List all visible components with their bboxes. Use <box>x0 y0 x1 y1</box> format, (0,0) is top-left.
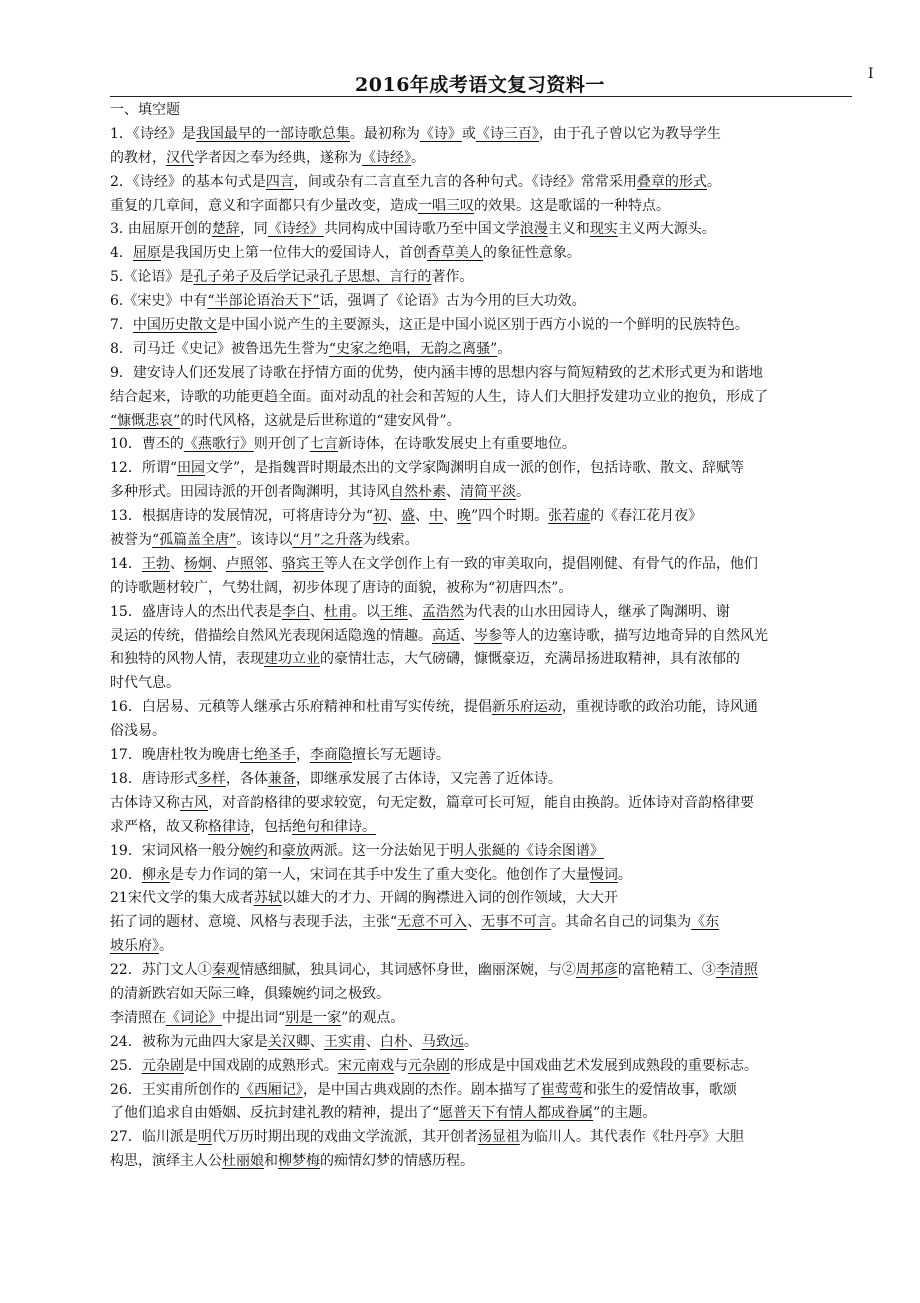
text-line <box>110 481 880 505</box>
answer-blank: 杜甫 <box>323 603 352 620</box>
answer-blank: 骆宾王 <box>281 555 324 572</box>
answer-blank: 多样 <box>197 770 226 787</box>
line-text: 灵运的传统，借描绘自然风光表现闲适隐逸的情趣。 <box>110 627 432 644</box>
line-text: 等人的边塞诗歌，描写边地奇异的自然风光 <box>502 627 768 644</box>
answer-blank: 《燕歌行》 <box>183 436 254 453</box>
line-text: 俗浅易。 <box>110 723 166 740</box>
answer-blank: 岑参 <box>474 627 502 644</box>
text-line <box>110 887 880 911</box>
answer-blank: “史家之绝唱，无韵之离骚” <box>328 340 498 357</box>
line-text: 、 <box>460 627 474 644</box>
text-line <box>110 338 880 362</box>
line-text: 是我国历史上第一位伟大的爱国诗人，首创 <box>160 245 427 262</box>
text-line <box>110 696 880 720</box>
line-text: 了他们追求自由婚姻、反抗封建礼教的精神，提出了“ <box>110 1105 440 1122</box>
answer-blank: 愿普天下有情人都成眷属 <box>439 1105 594 1122</box>
line-text: 构思，演绎主人公 <box>110 1153 222 1170</box>
line-text: 主义和 <box>547 221 590 238</box>
line-text: 擅长写无题诗。 <box>351 747 450 764</box>
question-lines <box>110 123 880 1174</box>
answer-blank: 明 <box>197 1129 212 1146</box>
answer-blank: 盛 <box>400 508 415 525</box>
answer-blank: 李清照 <box>715 962 758 979</box>
line-text: ”的主题。 <box>593 1105 657 1122</box>
line-text: 、 <box>309 1033 324 1050</box>
answer-blank: 汤显祖 <box>477 1129 520 1146</box>
text-line <box>110 601 880 625</box>
line-text: ，间或杂有二言直至九言的各种句式。《诗经》常常采用 <box>293 173 637 190</box>
line-text: 话，强调了《论语》古为今用的巨大功效。 <box>319 293 586 310</box>
answer-blank: 关汉卿 <box>267 1033 310 1050</box>
text-line <box>110 386 880 410</box>
answer-blank: 田园 <box>176 460 205 477</box>
section-heading: 一、填空题 <box>110 102 180 118</box>
line-text: 两派。这一分法始见于 <box>309 842 450 859</box>
answer-blank: 四言 <box>265 173 294 190</box>
answer-blank: 王维 <box>379 603 408 620</box>
line-text: 9．建安诗人们还发展了诗歌在抒情方面的优势，使内涵丰博的思想内容与简短精致的艺术形式更为和谐地 <box>110 364 763 381</box>
answer-blank: 孔子弟子及后学记录孔子思想、言行的 <box>193 269 432 286</box>
answer-blank: 孟浩然 <box>421 603 464 620</box>
line-text: 17．晚唐杜牧为晚唐 <box>110 747 240 764</box>
answer-blank: 汉代 <box>166 149 194 166</box>
line-text: 。 <box>159 938 173 955</box>
line-text: 、 <box>467 914 482 931</box>
line-text: 。以 <box>351 603 380 620</box>
text-line <box>110 840 880 864</box>
answer-blank: 周邦彦 <box>575 962 618 979</box>
line-text: 2．《诗经》的基本句式是 <box>110 173 266 190</box>
line-text: 著作。 <box>431 269 474 286</box>
text-line <box>110 457 880 481</box>
line-text: 古体诗又称 <box>110 794 180 811</box>
answer-blank: 王勃 <box>141 555 170 572</box>
line-text: 、 <box>365 1033 380 1050</box>
line-text: 、 <box>442 508 457 525</box>
line-text: 的象征性意象。 <box>482 245 581 262</box>
text-line <box>110 171 880 195</box>
text-line <box>110 529 880 553</box>
answer-blank: 浪漫 <box>519 221 548 238</box>
line-text: ，对音韵格律的要求较宽，句无定数，篇章可长可短，能自由换韵。近体诗对音韵格律要 <box>208 794 754 811</box>
page-number: I <box>868 66 874 82</box>
text-line <box>110 720 880 744</box>
answer-blank: 初 <box>372 508 387 525</box>
line-text: 的《春江花月夜》 <box>590 508 703 525</box>
line-text: 、 <box>446 484 460 501</box>
answer-blank: 王实甫 <box>323 1033 366 1050</box>
line-text: 10．曹丕的 <box>110 436 184 453</box>
answer-blank: 柳永 <box>141 866 170 883</box>
answer-blank: 杨炯 <box>183 555 212 572</box>
line-text: 是中国戏剧的成熟形式。 <box>183 1057 338 1074</box>
line-text: 为线索。 <box>362 532 419 549</box>
text-line <box>110 266 880 290</box>
answer-blank: “孤篇盖全唐” <box>152 532 237 549</box>
answer-blank: 晚 <box>456 508 471 525</box>
answer-blank: 中 <box>428 508 443 525</box>
answer-blank: 叠章的形式 <box>636 173 707 190</box>
line-text: ，同 <box>239 221 268 238</box>
line-text: ，即继承发展了古体诗，又完善了近体诗。 <box>295 770 562 787</box>
answer-blank: 楚辞 <box>211 221 240 238</box>
answer-blank: 李商隐 <box>309 747 352 764</box>
answer-blank: 《西厢记》 <box>239 1081 303 1098</box>
line-text: 14． <box>110 555 142 572</box>
answer-blank: 建功立业 <box>264 651 320 668</box>
line-text: 的效果。这是歌谣的一种特点。 <box>474 197 670 214</box>
line-text: 情感细腻，独具词心，其词感怀身世，幽丽深婉，与② <box>239 962 576 979</box>
line-text: 。其命名自己的词集为 <box>551 914 692 931</box>
line-text: 共同构成中国诗歌乃至中国文学 <box>323 221 520 238</box>
answer-blank: 无意不可入 <box>397 914 468 931</box>
line-text: ， <box>295 747 310 764</box>
answer-blank: 《诗》 <box>419 125 462 142</box>
text-line <box>110 577 880 601</box>
answer-blank: 《诗经》 <box>267 221 324 238</box>
line-text: 文学”，是指魏晋时期最杰出的文学家陶渊明自成一派的创作，包括诗歌、散文、辞赋等 <box>204 460 745 477</box>
line-text: 3. 由屈原开创的 <box>110 221 212 238</box>
text-line <box>110 505 880 529</box>
page-title: 2016年成考语文复习资料一 <box>355 74 605 96</box>
line-text: 的形成是中国戏曲艺术发展到成熟段的重要标志。 <box>449 1057 758 1074</box>
line-text: 、 <box>267 555 282 572</box>
line-text: 、 <box>414 508 429 525</box>
answer-blank: 别是一家 <box>285 1009 342 1026</box>
line-text: 15．盛唐诗人的杰出代表是 <box>110 603 282 620</box>
line-text: 的富艳精工、③ <box>617 962 716 979</box>
text-line <box>110 672 880 696</box>
line-text: 时代气息。 <box>110 675 180 692</box>
line-text: 19．宋词风格一般分 <box>110 842 240 859</box>
answer-blank: 坡乐府》 <box>110 938 159 955</box>
answer-blank: 卢照邻 <box>225 555 268 572</box>
line-text: 和 <box>267 842 282 859</box>
line-text: 的清新跌宕如天际三峰，俱臻婉约词之极致。 <box>110 985 390 1002</box>
answer-blank: 杜丽娘 <box>222 1153 264 1170</box>
line-text: 。该诗以 <box>236 532 293 549</box>
text-line <box>110 911 880 935</box>
line-text: 代万历时期出现的戏曲文学流派，其开创者 <box>211 1129 478 1146</box>
line-text: 李清照在 <box>110 1009 166 1026</box>
line-text: 16．白居易、元稹等人继承古乐府精神和杜甫写实传统，提倡 <box>110 699 492 716</box>
line-text: 。最初称为 <box>349 125 420 142</box>
answer-blank: 慢词 <box>589 866 618 883</box>
line-text: 、 <box>386 508 401 525</box>
answer-blank: 秦观 <box>211 962 240 979</box>
answer-blank: 《东 <box>691 914 720 931</box>
text-line <box>110 242 880 266</box>
line-text: ，重视诗歌的政治功能，诗风通 <box>561 699 758 716</box>
answer-blank: “月”之升落 <box>292 532 363 549</box>
line-text: 的教材， <box>110 149 166 166</box>
text-line <box>110 1031 880 1055</box>
line-text: ”的观点。 <box>341 1009 405 1026</box>
line-text: 8．司马迁《史记》被鲁迅先生誉为 <box>110 340 329 357</box>
line-text: 或 <box>461 125 476 142</box>
line-text: ”四个时期。 <box>470 508 549 525</box>
line-text: 25． <box>110 1057 142 1074</box>
line-text: 。 <box>463 1033 478 1050</box>
text-line <box>110 983 880 1007</box>
answer-blank: 李白 <box>281 603 310 620</box>
line-text: 多种形式。田园诗派的开创者陶渊明，其诗风 <box>110 484 390 501</box>
answer-blank: 明人张綖的《诗余图谱》 <box>449 842 604 859</box>
title-rule <box>110 96 852 97</box>
line-text: 、 <box>407 603 422 620</box>
answer-blank: 七绝圣手 <box>239 747 296 764</box>
line-text: 的豪情壮志，大气磅礴，慷慨豪迈，充满昂扬进取精神，具有浓郁的 <box>320 651 740 668</box>
text-line <box>110 816 880 840</box>
text-line <box>110 147 880 171</box>
answer-blank: 现实 <box>589 221 618 238</box>
line-text: 为代表的山水田园诗人，继承了陶渊明、谢 <box>463 603 730 620</box>
answer-blank: 豪放 <box>281 842 310 859</box>
answer-blank: 古风 <box>180 794 208 811</box>
line-text: 7． <box>110 317 133 334</box>
line-text: 和独特的风物人情，表现 <box>110 651 264 668</box>
answer-blank: 我国最早的一部诗歌总集 <box>195 125 350 142</box>
line-text: 主义两大源头。 <box>617 221 716 238</box>
line-text: 重复的几章间，意义和字面都只有少量改变，造成 <box>110 197 418 214</box>
text-line <box>110 864 880 888</box>
text-line <box>110 935 880 959</box>
line-text: 中提出词“ <box>222 1009 286 1026</box>
answer-blank: 七言 <box>309 436 338 453</box>
answer-blank: 张若虚 <box>548 508 591 525</box>
answer-blank: 屈原 <box>132 245 161 262</box>
text-line <box>110 744 880 768</box>
answer-blank: 格律诗 <box>208 818 250 835</box>
line-text: 的痴情幻梦的情感历程。 <box>320 1153 474 1170</box>
line-text: 为临川人。其代表作《牡丹亭》大胆 <box>519 1129 744 1146</box>
line-text: 、 <box>407 1033 422 1050</box>
line-text: ，由于孔子曾以它为教导学生 <box>538 125 721 142</box>
line-text: 拓了词的题材、意境、风格与表现手法，主张“ <box>110 914 398 931</box>
text-line <box>110 792 880 816</box>
line-text: 4． <box>110 245 133 262</box>
answer-blank: 无事不可言 <box>481 914 552 931</box>
text-line <box>110 362 880 386</box>
answer-blank: 高适 <box>432 627 460 644</box>
line-text: 和张生的爱情故事，歌颂 <box>582 1081 737 1098</box>
text-line <box>110 1126 880 1150</box>
text-line <box>110 1079 880 1103</box>
answer-blank: “慷慨悲哀” <box>110 412 181 429</box>
line-text: 。 <box>617 866 632 883</box>
answer-blank: 白朴 <box>379 1033 408 1050</box>
answer-blank: 柳梦梅 <box>278 1153 320 1170</box>
text-line <box>110 553 880 577</box>
answer-blank: 婉约 <box>239 842 268 859</box>
answer-blank: 一唱三叹 <box>418 197 474 214</box>
answer-blank: 清简平淡 <box>460 484 516 501</box>
line-text: 被誉为 <box>110 532 152 549</box>
answer-blank: 崔莺莺 <box>540 1081 583 1098</box>
text-line <box>110 1102 880 1126</box>
line-text: 12．所谓“ <box>110 460 177 477</box>
line-text: ，包括 <box>250 818 292 835</box>
line-text: 13．根据唐诗的发展情况，可将唐诗分为“ <box>110 508 373 525</box>
text-line <box>110 314 880 338</box>
line-text: 26．王实甫所创作的 <box>110 1081 240 1098</box>
text-line <box>110 123 880 147</box>
answer-blank: 元杂剧 <box>141 1057 184 1074</box>
line-text: 的诗歌题材较广，气势壮阔，初步体现了唐诗的面貌，被称为“初唐四杰”。 <box>110 579 573 596</box>
line-text: ，是中国古典戏剧的杰作。剧本描写了 <box>302 1081 541 1098</box>
text-line <box>110 1150 880 1174</box>
document-body <box>110 99 880 1174</box>
line-text: 。 <box>516 484 530 501</box>
line-text: 18．唐诗形式 <box>110 770 198 787</box>
answer-blank: 《词论》 <box>166 1009 222 1026</box>
line-text: 学者因之奉为经典，遂称为 <box>194 149 362 166</box>
answer-blank: 《诗三百》 <box>475 125 539 142</box>
line-text: 22．苏门文人① <box>110 962 212 979</box>
line-text: 21宋代文学的集大成者 <box>110 890 254 907</box>
text-line <box>110 648 880 672</box>
answer-blank: 中国历史散文 <box>132 317 217 334</box>
line-text: 、 <box>211 555 226 572</box>
line-text: 20． <box>110 866 142 883</box>
line-text: 。 <box>497 340 512 357</box>
text-line <box>110 195 880 219</box>
text-line <box>110 768 880 792</box>
line-text: 是中国小说产生的主要源头，这正是中国小说区别于西方小说的一个鲜明的民族特色。 <box>216 317 749 334</box>
text-line <box>110 433 880 457</box>
line-text: 结合起来，诗歌的功能更趋全面。面对动乱的社会和苦短的人生，诗人们大胆抒发建功立业的抱负，形成了 <box>110 388 768 405</box>
text-line <box>110 1007 880 1031</box>
answer-blank: 兼备 <box>267 770 296 787</box>
line-text: 是专力作词的第一人，宋词在其手中发生了重大变化。他创作了大量 <box>169 866 590 883</box>
line-text: ，各体 <box>225 770 268 787</box>
line-text: 以雄大的才力、开阔的胸襟进入词的创作领域，大大开 <box>281 890 618 907</box>
line-text: 、 <box>309 603 324 620</box>
answer-blank: 宋元南戏 <box>337 1057 394 1074</box>
line-text: 、 <box>169 555 184 572</box>
text-line <box>110 410 880 434</box>
answer-blank: 新乐府运动 <box>491 699 562 716</box>
line-text: 1．《诗经》是 <box>110 125 196 142</box>
answer-blank: 《诗经》 <box>362 149 411 166</box>
line-text: 的时代风格，这就是后世称道的“建安风骨”。 <box>180 412 461 429</box>
line-text: 新诗体，在诗歌发展史上有重要地位。 <box>337 436 576 453</box>
text-line <box>110 625 880 649</box>
line-text: 5.《论语》是 <box>110 269 194 286</box>
answer-blank: “半部论语治天下” <box>207 293 320 310</box>
line-text: 则开创了 <box>253 436 310 453</box>
text-line <box>110 218 880 242</box>
text-line <box>110 959 880 983</box>
text-line <box>110 290 880 314</box>
line-text: 。 <box>706 173 721 190</box>
line-text: 求严格，故又称 <box>110 818 208 835</box>
line-text: 。 <box>411 149 425 166</box>
line-text: 24．被称为元曲四大家是 <box>110 1033 268 1050</box>
answer-blank: 元杂剧 <box>407 1057 450 1074</box>
answer-blank: 香草美人 <box>426 245 483 262</box>
answer-blank: 绝句和律诗。 <box>292 818 376 835</box>
answer-blank: 苏轼 <box>253 890 282 907</box>
line-text: 27．临川派是 <box>110 1129 198 1146</box>
line-text: 与 <box>393 1057 408 1074</box>
line-text: 等人在文学创作上有一致的审美取向，提倡刚健、有骨气的作品，他们 <box>323 555 758 572</box>
answer-blank: 自然朴素 <box>390 484 446 501</box>
line-text: 和 <box>264 1153 278 1170</box>
line-text: 6.《宋史》中有 <box>110 293 208 310</box>
text-line <box>110 1055 880 1079</box>
answer-blank: 马致远 <box>421 1033 464 1050</box>
